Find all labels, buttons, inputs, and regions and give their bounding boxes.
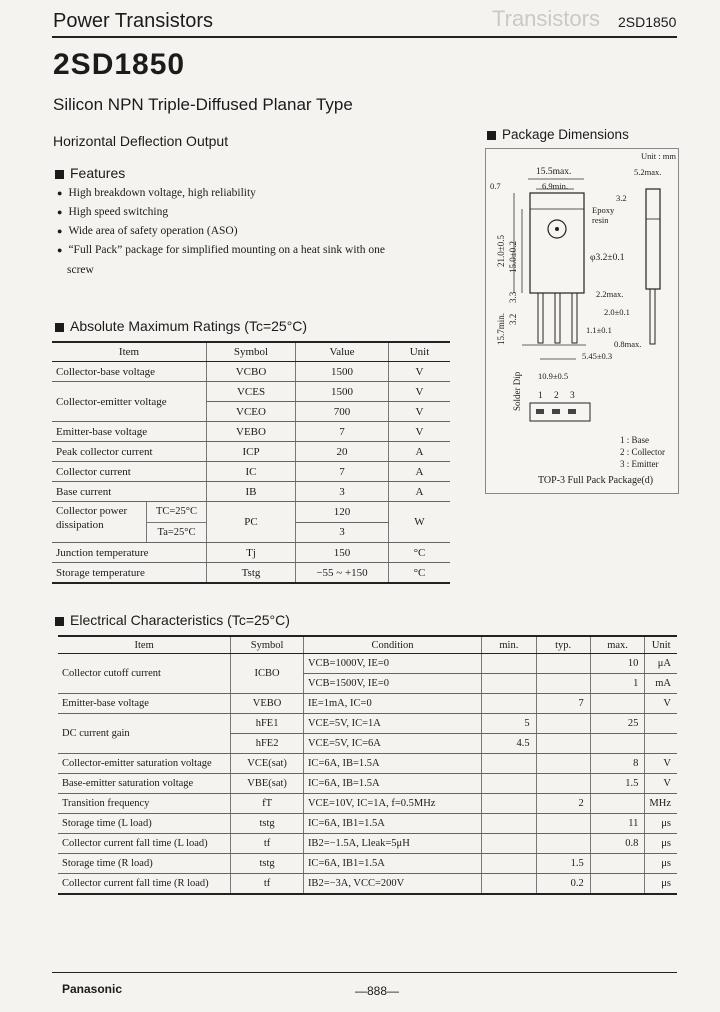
cell-typ xyxy=(536,654,590,674)
cell-symbol: tstg xyxy=(231,814,304,834)
feature-text: “Full Pack” package for simplified mounting on a heat sink with one xyxy=(68,244,385,256)
cell-condition: IC=6A, IB1=1.5A xyxy=(303,814,481,834)
dim-label: 0.8max. xyxy=(614,339,642,349)
features-heading-text: Features xyxy=(70,165,126,181)
cell-unit: V xyxy=(645,694,677,714)
table-row xyxy=(52,442,450,462)
cell-value: 150 xyxy=(296,543,389,563)
category-title: Power Transistors xyxy=(53,10,214,32)
cell-max xyxy=(590,874,645,895)
cell-item-split xyxy=(52,502,207,543)
cell-symbol: ICBO xyxy=(231,654,304,694)
cell-item: Storage temperature xyxy=(52,563,207,584)
cell-item: Storage time (R load) xyxy=(58,854,231,874)
dim-label: 2.0±0.1 xyxy=(604,307,630,317)
table-row xyxy=(52,502,450,523)
cell-typ xyxy=(536,774,590,794)
cell-symbol: Tstg xyxy=(207,563,296,584)
table-row xyxy=(58,814,677,834)
dim-label-vertical: 15.0±0.2 xyxy=(508,241,518,273)
cell-unit: μs xyxy=(645,814,677,834)
cell-item: Base current xyxy=(52,482,207,502)
cell-max: 1 xyxy=(590,674,645,694)
elec-heading-text: Electrical Characteristics (Tc=25°C) xyxy=(70,612,290,628)
cell-symbol: fT xyxy=(231,794,304,814)
cell-max: 11 xyxy=(590,814,645,834)
cell-symbol: VCES xyxy=(207,382,296,402)
dim-label: 3.2 xyxy=(616,193,627,203)
cell-value: 700 xyxy=(296,402,389,422)
cell-item: Emitter-base voltage xyxy=(58,694,231,714)
cell-unit: °C xyxy=(389,563,451,584)
cell-unit: MHz xyxy=(645,794,677,814)
table-row xyxy=(52,543,450,563)
dim-label: resin xyxy=(592,215,609,225)
pin-number: 1 xyxy=(538,391,543,401)
table-row xyxy=(58,794,677,814)
cell-symbol: VCE(sat) xyxy=(231,754,304,774)
cell-unit: A xyxy=(389,462,451,482)
cell-item: Peak collector current xyxy=(52,442,207,462)
cell-item: Transition frequency xyxy=(58,794,231,814)
cell-symbol: tstg xyxy=(231,854,304,874)
table-header-row xyxy=(58,636,677,654)
cell-condition: VCE=5V, IC=1A xyxy=(303,714,481,734)
feature-item: ● Wide area of safety operation (ASO) xyxy=(57,225,238,237)
dim-label: Epoxy xyxy=(592,205,615,215)
cell-unit: V xyxy=(389,402,451,422)
cell-unit xyxy=(645,714,677,734)
cell-condition: TC=25°C xyxy=(147,502,206,523)
application: Horizontal Deflection Output xyxy=(53,133,229,149)
col-condition: Condition xyxy=(303,636,481,654)
table-row xyxy=(52,563,450,584)
cell-item: Collector-base voltage xyxy=(52,362,207,382)
cell-max: 8 xyxy=(590,754,645,774)
cell-item: DC current gain xyxy=(58,714,231,754)
pin-legend: 1 : Base xyxy=(620,435,649,445)
feature-item: ● High breakdown voltage, high reliability xyxy=(57,187,256,199)
cell-unit: V xyxy=(389,382,451,402)
elec-table xyxy=(58,635,677,895)
cell-typ xyxy=(536,834,590,854)
cell-unit xyxy=(645,734,677,754)
cell-symbol: tf xyxy=(231,834,304,854)
cell-unit: °C xyxy=(389,543,451,563)
dim-label: 5.2max. xyxy=(634,167,662,177)
brand-logo: Panasonic xyxy=(62,982,123,996)
cell-item: Collector current fall time (L load) xyxy=(58,834,231,854)
cell-max xyxy=(590,734,645,754)
dim-label: 15.5max. xyxy=(536,167,572,177)
header-rule xyxy=(52,36,677,38)
cell-condition: IB2=−1.5A, Lleak=5μH xyxy=(303,834,481,854)
cell-typ: 0.2 xyxy=(536,874,590,895)
table-row xyxy=(58,854,677,874)
cell-condition: IC=6A, IB1=1.5A xyxy=(303,854,481,874)
cell-condition: IB2=−3A, VCC=200V xyxy=(303,874,481,895)
pin-number: 3 xyxy=(570,391,575,401)
cell-symbol: hFE1 xyxy=(231,714,304,734)
cell-item: Collector current xyxy=(52,462,207,482)
cell-condition: VCB=1000V, IE=0 xyxy=(303,654,481,674)
cell-value: 20 xyxy=(296,442,389,462)
cell-condition: VCB=1500V, IE=0 xyxy=(303,674,481,694)
cell-min xyxy=(482,814,536,834)
package-caption: TOP-3 Full Pack Package(d) xyxy=(538,475,654,486)
col-min: min. xyxy=(482,636,536,654)
col-unit: Unit xyxy=(645,636,677,654)
cell-max: 25 xyxy=(590,714,645,734)
page-number: —888— xyxy=(355,984,400,998)
feature-item-continued xyxy=(67,264,94,276)
cell-unit: A xyxy=(389,442,451,462)
cell-max: 0.8 xyxy=(590,834,645,854)
cell-typ xyxy=(536,814,590,834)
part-number: 2SD1850 xyxy=(53,48,186,81)
table-row xyxy=(58,754,677,774)
dim-label: φ3.2±0.1 xyxy=(590,253,625,263)
cell-symbol: ICP xyxy=(207,442,296,462)
cell-unit: A xyxy=(389,482,451,502)
square-bullet-icon xyxy=(55,323,64,332)
table-row xyxy=(52,422,450,442)
cell-unit: μs xyxy=(645,854,677,874)
cell-typ xyxy=(536,674,590,694)
table-row xyxy=(58,694,677,714)
header-part-number: 2SD1850 xyxy=(618,14,677,30)
dim-label-vertical: Solder Dip xyxy=(512,371,522,411)
cell-min xyxy=(482,794,536,814)
cell-item: Emitter-base voltage xyxy=(52,422,207,442)
table-row xyxy=(58,714,677,734)
cell-value: 1500 xyxy=(296,362,389,382)
cell-symbol: VEBO xyxy=(231,694,304,714)
feature-text: High breakdown voltage, high reliability xyxy=(68,187,256,199)
square-bullet-icon xyxy=(55,617,64,626)
cell-min xyxy=(482,834,536,854)
cell-condition: VCE=10V, IC=1A, f=0.5MHz xyxy=(303,794,481,814)
pin-legend: 2 : Collector xyxy=(620,447,665,457)
cell-value: 1500 xyxy=(296,382,389,402)
feature-item: ● High speed switching xyxy=(57,206,169,218)
features-heading xyxy=(55,165,125,181)
cell-item: Base-emitter saturation voltage xyxy=(58,774,231,794)
cell-min xyxy=(482,774,536,794)
dim-label: 6.9min. xyxy=(542,181,568,191)
elec-heading xyxy=(55,612,290,628)
table-row xyxy=(52,482,450,502)
cell-typ xyxy=(536,754,590,774)
cell-unit: μs xyxy=(645,874,677,895)
cell-value: −55 ~ +150 xyxy=(296,563,389,584)
footer-rule xyxy=(52,972,677,973)
cell-item: Collector current fall time (R load) xyxy=(58,874,231,895)
cell-unit: V xyxy=(645,774,677,794)
cell-typ: 1.5 xyxy=(536,854,590,874)
col-symbol: Symbol xyxy=(231,636,304,654)
package-drawing xyxy=(485,148,679,494)
cell-condition: IC=6A, IB=1.5A xyxy=(303,754,481,774)
cell-item: Collector cutoff current xyxy=(58,654,231,694)
cell-symbol: VCBO xyxy=(207,362,296,382)
cell-min xyxy=(482,754,536,774)
cell-typ: 7 xyxy=(536,694,590,714)
table-row xyxy=(58,834,677,854)
cell-value: 3 xyxy=(296,522,389,543)
col-item: Item xyxy=(52,342,207,362)
cell-max xyxy=(590,794,645,814)
col-typ: typ. xyxy=(536,636,590,654)
cell-typ: 2 xyxy=(536,794,590,814)
cell-symbol: VCEO xyxy=(207,402,296,422)
bleed-through-text: Transistors xyxy=(492,6,600,31)
cell-item: Junction temperature xyxy=(52,543,207,563)
cell-value: 3 xyxy=(296,482,389,502)
cell-min: 5 xyxy=(482,714,536,734)
cell-min xyxy=(482,694,536,714)
cell-unit: W xyxy=(389,502,451,543)
cell-item: Storage time (L load) xyxy=(58,814,231,834)
cell-symbol: IB xyxy=(207,482,296,502)
cell-condition: Ta=25°C xyxy=(157,526,196,538)
feature-text: screw xyxy=(67,264,94,276)
cell-min xyxy=(482,654,536,674)
table-row xyxy=(58,654,677,674)
feature-text: High speed switching xyxy=(68,206,169,218)
cell-symbol: hFE2 xyxy=(231,734,304,754)
cell-symbol: Tj xyxy=(207,543,296,563)
cell-unit: V xyxy=(389,362,451,382)
cell-item: Collector-emitter voltage xyxy=(52,382,207,422)
cell-value: 7 xyxy=(296,462,389,482)
table-row xyxy=(58,874,677,895)
col-value: Value xyxy=(296,342,389,362)
cell-item: Collector power dissipation xyxy=(56,505,128,531)
cell-unit: V xyxy=(645,754,677,774)
col-max: max. xyxy=(590,636,645,654)
dim-label-vertical: 3.3 xyxy=(508,291,518,303)
cell-condition: IC=6A, IB=1.5A xyxy=(303,774,481,794)
cell-condition: VCE=5V, IC=6A xyxy=(303,734,481,754)
dim-label: 5.45±0.3 xyxy=(582,351,613,361)
col-symbol: Symbol xyxy=(207,342,296,362)
unit-label: Unit : mm xyxy=(641,151,676,161)
square-bullet-icon xyxy=(487,131,496,140)
dim-label: 2.2max. xyxy=(596,289,624,299)
cell-symbol: tf xyxy=(231,874,304,895)
dim-label-vertical: 15.7min. xyxy=(496,312,506,345)
cell-symbol: PC xyxy=(207,502,296,543)
cell-min xyxy=(482,674,536,694)
cell-max xyxy=(590,854,645,874)
package-heading xyxy=(487,127,629,142)
dim-label-vertical: 21.0±0.5 xyxy=(496,235,506,267)
dim-label: 0.7 xyxy=(490,181,501,191)
cell-unit: V xyxy=(389,422,451,442)
cell-value: 120 xyxy=(296,502,389,523)
cell-unit: μA xyxy=(645,654,677,674)
cell-value: 7 xyxy=(296,422,389,442)
abs-max-table xyxy=(52,341,450,584)
table-row xyxy=(52,362,450,382)
table-row xyxy=(58,774,677,794)
pin-legend: 3 : Emitter xyxy=(620,459,659,469)
table-row xyxy=(52,382,450,402)
cell-item: Collector-emitter saturation voltage xyxy=(58,754,231,774)
feature-item: ● “Full Pack” package for simplified mounting on a heat sink with one xyxy=(57,244,385,256)
cell-unit: μs xyxy=(645,834,677,854)
cell-condition: IE=1mA, IC=0 xyxy=(303,694,481,714)
cell-max: 10 xyxy=(590,654,645,674)
cell-symbol: VBE(sat) xyxy=(231,774,304,794)
cell-max xyxy=(590,694,645,714)
square-bullet-icon xyxy=(55,170,64,179)
abs-max-heading-text: Absolute Maximum Ratings (Tc=25°C) xyxy=(70,318,308,334)
subtitle: Silicon NPN Triple-Diffused Planar Type xyxy=(53,95,353,114)
cell-symbol: VEBO xyxy=(207,422,296,442)
cell-typ xyxy=(536,714,590,734)
abs-max-heading xyxy=(55,318,307,334)
cell-symbol: IC xyxy=(207,462,296,482)
package-heading-text: Package Dimensions xyxy=(502,127,629,142)
col-item: Item xyxy=(58,636,231,654)
dim-label: 10.9±0.5 xyxy=(538,371,569,381)
col-unit: Unit xyxy=(389,342,451,362)
pin-number: 2 xyxy=(554,391,559,401)
cell-min xyxy=(482,854,536,874)
cell-typ xyxy=(536,734,590,754)
table-header-row xyxy=(52,342,450,362)
dim-label: 1.1±0.1 xyxy=(586,325,612,335)
cell-max: 1.5 xyxy=(590,774,645,794)
cell-unit: mA xyxy=(645,674,677,694)
feature-text: Wide area of safety operation (ASO) xyxy=(68,225,238,237)
table-row xyxy=(52,462,450,482)
dim-label-vertical: 3.2 xyxy=(508,313,518,325)
cell-min xyxy=(482,874,536,895)
cell-min: 4.5 xyxy=(482,734,536,754)
